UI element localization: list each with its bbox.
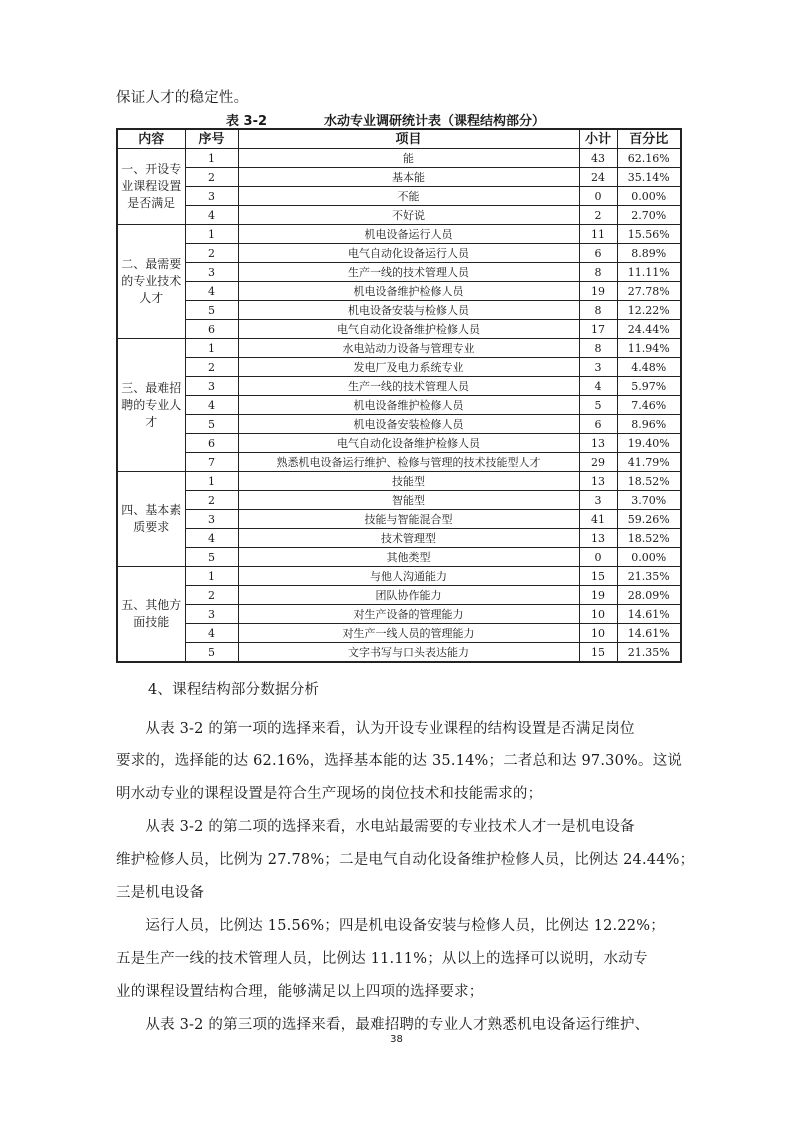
row-number: 7	[185, 453, 238, 472]
page-number: 38	[390, 1034, 403, 1045]
row-number: 5	[185, 643, 238, 663]
row-count: 3	[579, 491, 617, 510]
row-percent: 0.00%	[617, 548, 681, 567]
row-item: 智能型	[238, 491, 579, 510]
header-number: 序号	[185, 129, 238, 149]
body-text-line: 五是生产一线的技术管理人员，比例达 11.11%；从以上的选择可以说明，水动专	[116, 951, 648, 967]
table-row	[117, 244, 681, 263]
row-percent: 18.52%	[617, 472, 681, 491]
body-text-line: 运行人员，比例达 15.56%；四是机电设备安装与检修人员，比例达 12.22%；	[116, 918, 665, 934]
table-row	[117, 529, 681, 548]
row-percent: 28.09%	[617, 586, 681, 605]
row-number: 4	[185, 282, 238, 301]
row-count: 24	[579, 168, 617, 187]
row-count: 15	[579, 567, 617, 586]
survey-table	[116, 128, 682, 663]
row-percent: 62.16%	[617, 149, 681, 168]
intro-line: 保证人才的稳定性。	[116, 90, 249, 106]
row-percent: 35.14%	[617, 168, 681, 187]
group-label: 二、最需要的专业技术人才	[121, 257, 182, 305]
group-label: 四、基本素质要求	[121, 503, 182, 534]
row-item: 机电设备维护检修人员	[238, 396, 579, 415]
row-item: 机电设备运行人员	[238, 225, 579, 244]
row-number: 4	[185, 529, 238, 548]
row-count: 13	[579, 434, 617, 453]
header-item: 项目	[238, 129, 579, 149]
body-text-line: 明水动专业的课程设置是符合生产现场的岗位技术和技能需求的；	[116, 786, 543, 802]
row-item: 技能型	[238, 472, 579, 491]
row-count: 0	[579, 548, 617, 567]
group-label: 三、最难招聘的专业人才	[121, 380, 182, 429]
row-percent: 21.35%	[617, 643, 681, 663]
table-row	[117, 624, 681, 643]
row-percent: 8.89%	[617, 244, 681, 263]
row-count: 10	[579, 624, 617, 643]
row-number: 1	[185, 339, 238, 358]
table-header-row	[117, 129, 681, 149]
row-count: 5	[579, 396, 617, 415]
row-percent: 4.48%	[617, 358, 681, 377]
row-percent: 2.70%	[617, 206, 681, 225]
header-count: 小计	[579, 129, 617, 149]
row-number: 2	[185, 491, 238, 510]
row-percent: 41.79%	[617, 453, 681, 472]
group-cell	[117, 472, 185, 567]
row-number: 1	[185, 225, 238, 244]
row-count: 43	[579, 149, 617, 168]
table-row	[117, 605, 681, 624]
row-number: 1	[185, 472, 238, 491]
row-number: 3	[185, 605, 238, 624]
row-number: 5	[185, 548, 238, 567]
row-count: 8	[579, 339, 617, 358]
row-percent: 11.94%	[617, 339, 681, 358]
row-item: 电气自动化设备维护检修人员	[238, 320, 579, 339]
row-item: 电气自动化设备维护检修人员	[238, 434, 579, 453]
table-row	[117, 491, 681, 510]
row-number: 2	[185, 358, 238, 377]
row-count: 6	[579, 415, 617, 434]
section-heading: 4、课程结构部分数据分析	[148, 682, 320, 698]
row-count: 0	[579, 187, 617, 206]
row-item: 技术管理型	[238, 529, 579, 548]
table-row	[117, 263, 681, 282]
group-cell	[117, 339, 185, 472]
row-item: 其他类型	[238, 548, 579, 567]
row-item: 不能	[238, 187, 579, 206]
table-row	[117, 320, 681, 339]
table-row	[117, 168, 681, 187]
table-row	[117, 187, 681, 206]
row-item: 技能与智能混合型	[238, 510, 579, 529]
body-text-line: 要求的，选择能的达 62.16%，选择基本能的达 35.14%；二者总和达 97.30%。这说	[116, 753, 683, 769]
row-count: 13	[579, 472, 617, 491]
row-count: 10	[579, 605, 617, 624]
row-item: 能	[238, 149, 579, 168]
row-count: 15	[579, 643, 617, 663]
group-cell	[117, 567, 185, 663]
table-row	[117, 453, 681, 472]
row-count: 6	[579, 244, 617, 263]
table-caption-title: 水动专业调研统计表（课程结构部分）	[324, 114, 546, 129]
row-item: 水电站动力设备与管理专业	[238, 339, 579, 358]
row-number: 2	[185, 244, 238, 263]
row-percent: 14.61%	[617, 624, 681, 643]
body-text-line: 从表 3-2 的第二项的选择来看，水电站最需要的专业技术人才一是机电设备	[116, 819, 635, 835]
row-number: 4	[185, 396, 238, 415]
table-row	[117, 510, 681, 529]
row-number: 5	[185, 415, 238, 434]
row-percent: 11.11%	[617, 263, 681, 282]
row-count: 4	[579, 377, 617, 396]
row-percent: 12.22%	[617, 301, 681, 320]
group-label: 五、其他方面技能	[121, 598, 182, 629]
row-percent: 18.52%	[617, 529, 681, 548]
table-row	[117, 415, 681, 434]
row-item: 基本能	[238, 168, 579, 187]
row-number: 2	[185, 168, 238, 187]
table-row	[117, 567, 681, 586]
header-content: 内容	[117, 129, 185, 149]
row-number: 4	[185, 624, 238, 643]
row-count: 19	[579, 586, 617, 605]
row-number: 4	[185, 206, 238, 225]
row-count: 13	[579, 529, 617, 548]
table-row	[117, 225, 681, 244]
row-percent: 24.44%	[617, 320, 681, 339]
row-number: 1	[185, 149, 238, 168]
row-count: 29	[579, 453, 617, 472]
table-row	[117, 396, 681, 415]
row-item: 文字书写与口头表达能力	[238, 643, 579, 663]
row-item: 机电设备安装检修人员	[238, 415, 579, 434]
table-row	[117, 339, 681, 358]
row-number: 6	[185, 320, 238, 339]
row-percent: 7.46%	[617, 396, 681, 415]
table-row	[117, 586, 681, 605]
row-percent: 14.61%	[617, 605, 681, 624]
group-cell	[117, 225, 185, 339]
group-cell	[117, 149, 185, 225]
body-text-line: 维护检修人员，比例为 27.78%；二是电气自动化设备维护检修人员，比例达 24.44%；	[116, 852, 695, 868]
table-row	[117, 358, 681, 377]
row-count: 8	[579, 263, 617, 282]
table-row	[117, 282, 681, 301]
table-row	[117, 206, 681, 225]
row-item: 不好说	[238, 206, 579, 225]
row-percent: 3.70%	[617, 491, 681, 510]
row-percent: 27.78%	[617, 282, 681, 301]
row-number: 6	[185, 434, 238, 453]
body-text-line: 从表 3-2 的第三项的选择来看，最难招聘的专业人才熟悉机电设备运行维护、	[116, 1017, 650, 1033]
row-number: 3	[185, 377, 238, 396]
body-text-line: 从表 3-2 的第一项的选择来看，认为开设专业课程的结构设置是否满足岗位	[116, 721, 635, 737]
row-item: 电气自动化设备运行人员	[238, 244, 579, 263]
row-number: 3	[185, 187, 238, 206]
row-percent: 19.40%	[617, 434, 681, 453]
row-count: 8	[579, 301, 617, 320]
row-number: 2	[185, 586, 238, 605]
row-item: 熟悉机电设备运行维护、检修与管理的技术技能型人才	[238, 453, 579, 472]
row-percent: 8.96%	[617, 415, 681, 434]
row-item: 发电厂及电力系统专业	[238, 358, 579, 377]
header-percent: 百分比	[617, 129, 681, 149]
row-count: 19	[579, 282, 617, 301]
body-text-line: 三是机电设备	[116, 885, 205, 901]
row-number: 1	[185, 567, 238, 586]
table-row	[117, 301, 681, 320]
table-caption-number: 表 3-2	[226, 114, 268, 129]
table-row	[117, 548, 681, 567]
row-item: 对生产设备的管理能力	[238, 605, 579, 624]
table-row	[117, 472, 681, 491]
row-count: 41	[579, 510, 617, 529]
row-item: 与他人沟通能力	[238, 567, 579, 586]
row-item: 机电设备维护检修人员	[238, 282, 579, 301]
table-row	[117, 377, 681, 396]
row-item: 团队协作能力	[238, 586, 579, 605]
table-row	[117, 434, 681, 453]
row-count: 11	[579, 225, 617, 244]
row-percent: 15.56%	[617, 225, 681, 244]
row-number: 3	[185, 263, 238, 282]
row-number: 3	[185, 510, 238, 529]
row-count: 2	[579, 206, 617, 225]
row-item: 生产一线的技术管理人员	[238, 263, 579, 282]
row-number: 5	[185, 301, 238, 320]
row-item: 对生产一线人员的管理能力	[238, 624, 579, 643]
row-item: 机电设备安装与检修人员	[238, 301, 579, 320]
body-text-line: 业的课程设置结构合理，能够满足以上四项的选择要求；	[116, 984, 484, 1000]
row-percent: 59.26%	[617, 510, 681, 529]
row-count: 17	[579, 320, 617, 339]
row-item: 生产一线的技术管理人员	[238, 377, 579, 396]
row-count: 3	[579, 358, 617, 377]
table-row	[117, 149, 681, 168]
row-percent: 0.00%	[617, 187, 681, 206]
table-row	[117, 643, 681, 663]
row-percent: 21.35%	[617, 567, 681, 586]
row-percent: 5.97%	[617, 377, 681, 396]
group-label: 一、开设专业课程设置是否满足	[121, 162, 182, 210]
